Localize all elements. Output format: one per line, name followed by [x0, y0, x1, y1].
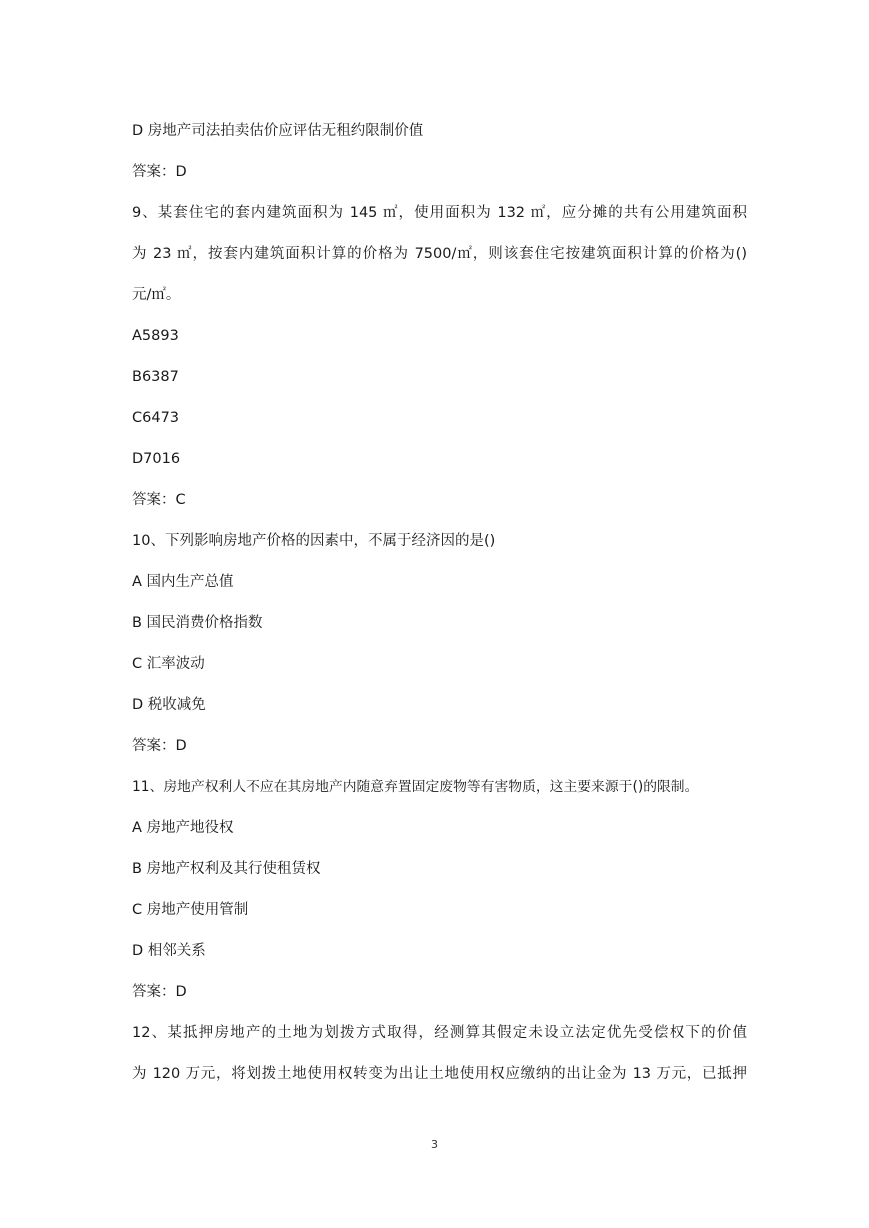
option-d-q11: D 相邻关系	[132, 943, 206, 959]
option-d-q10: D 税收减免	[132, 697, 206, 713]
option-a-q11: A 房地产地役权	[132, 820, 234, 836]
question-10: 10、下列影响房地产价格的因素中，不属于经济因的是()	[132, 533, 496, 549]
option-c-q10: C 汇率波动	[132, 656, 205, 672]
answer-q8: 答案：D	[132, 164, 187, 180]
option-b-q11: B 房地产权利及其行使租赁权	[132, 861, 321, 877]
answer-q9: 答案：C	[132, 492, 186, 508]
answer-q10: 答案：D	[132, 738, 187, 754]
page-number: 3	[431, 1138, 438, 1151]
question-11: 11、房地产权利人不应在其房地产内随意弃置固定废物等有害物质，这主要来源于()的限制。	[132, 779, 699, 795]
option-b-q9: B6387	[132, 369, 179, 385]
document-body	[132, 118, 747, 1102]
answer-q11: 答案：D	[132, 984, 187, 1000]
question-9-line-1: 9、某套住宅的套内建筑面积为 145 ㎡，使用面积为 132 ㎡，应分摊的共有公用建筑面积	[132, 205, 747, 221]
question-12-line-1: 12、某抵押房地产的土地为划拨方式取得，经测算其假定未设立法定优先受偿权下的价值	[132, 1025, 747, 1041]
option-a-q10: A 国内生产总值	[132, 574, 234, 590]
option-a-q9: A5893	[132, 328, 179, 344]
option-d-q9: D7016	[132, 451, 181, 467]
option-c-q9: C6473	[132, 410, 180, 426]
question-9-line-3: 元/㎡。	[132, 287, 181, 303]
question-12-line-2: 为 120 万元，将划拨土地使用权转变为出让土地使用权应缴纳的出让金为 13 万元，已抵押	[132, 1066, 747, 1082]
option-b-q10: B 国民消费价格指数	[132, 615, 263, 631]
option-d-q8: D 房地产司法拍卖估价应评估无租约限制价值	[132, 123, 424, 139]
option-c-q11: C 房地产使用管制	[132, 902, 249, 918]
question-9-line-2: 为 23 ㎡，按套内建筑面积计算的价格为 7500/㎡，则该套住宅按建筑面积计算的价格为()	[132, 246, 747, 262]
